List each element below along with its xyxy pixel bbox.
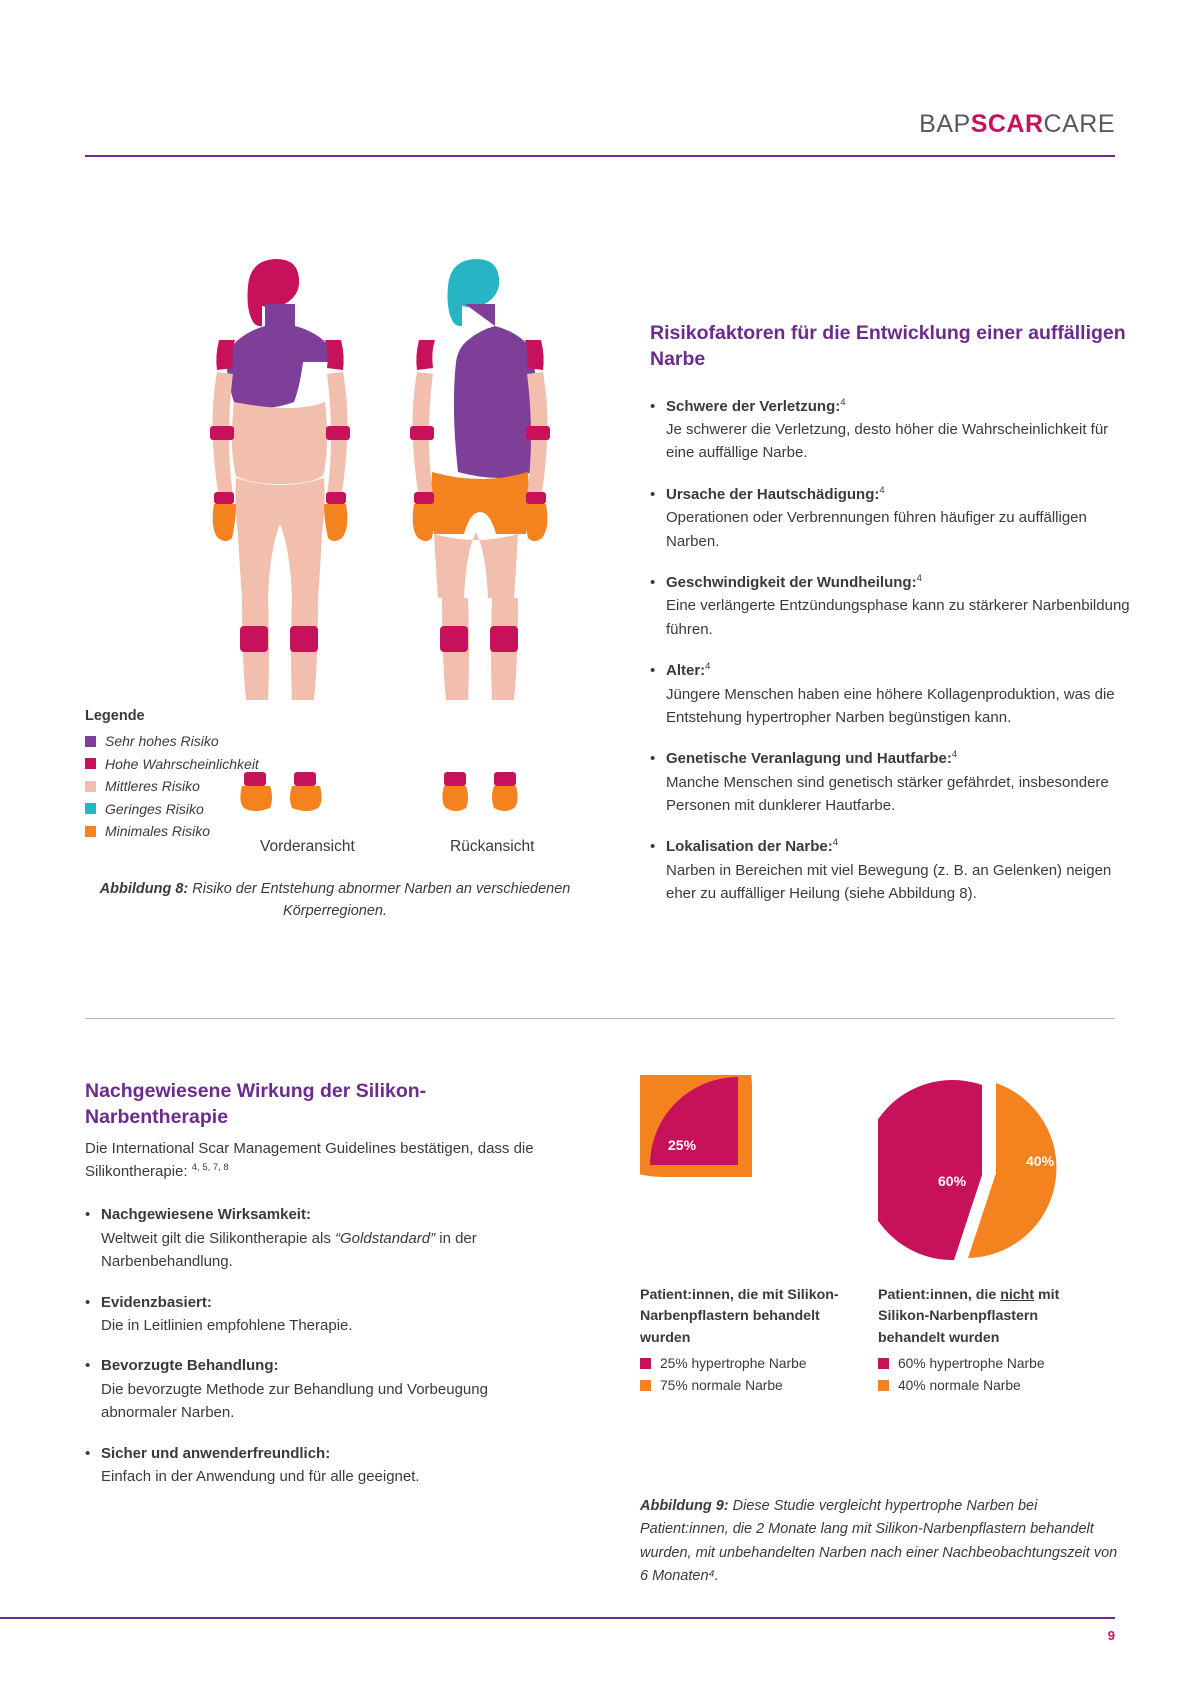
brand-part-1: BAP — [919, 110, 971, 138]
pie-chart-treated-caption: Patient:innen, die mit Silikon-Narbenpflastern behandelt wurden — [640, 1287, 839, 1346]
benefit-text-before: Die bevorzugte Methode zur Behandlung und Vorbeugung abnormaler Narben. — [101, 1380, 488, 1422]
legend-label: Geringes Risiko — [105, 800, 204, 817]
body-risk-figure — [85, 230, 625, 950]
bullet-icon: • — [85, 1206, 91, 1224]
legend-swatch-hohe-wahrscheinlichkeit — [85, 758, 96, 769]
silicone-therapy-intro: Die International Scar Management Guidelines bestätigen, dass die Silikontherapie: — [85, 1139, 534, 1181]
section-divider — [85, 1018, 1115, 1019]
caption-part-1: Patient:innen, die — [878, 1287, 1001, 1303]
risk-factor-item — [650, 571, 1130, 641]
figure-9-caption — [640, 1495, 1120, 1589]
pie-legend-label: 60% hypertrophe Narbe — [898, 1355, 1045, 1371]
bullet-icon: • — [650, 838, 656, 856]
risk-factor-ref: 4 — [840, 396, 846, 408]
risk-factor-ref: 4 — [879, 484, 885, 496]
figure-9-caption-text: Diese Studie vergleicht hypertrophe Narben bei Patient:innen, die 2 Monate lang mit Silikon-Narbenpflastern behandelt wurden, mit unbehandelten Narben nach einer Nachbeobachtungszeit von 6 Monaten⁴. — [640, 1498, 1118, 1585]
pie-chart-untreated-caption — [878, 1285, 1098, 1349]
pie-svg-untreated — [878, 1075, 1098, 1275]
risk-factor-lead: Ursache der Hautschädigung: — [666, 485, 880, 503]
legend-label: Sehr hohes Risiko — [105, 733, 219, 749]
benefit-item — [85, 1291, 555, 1338]
risk-factor-text: Operationen oder Verbrennungen führen häufiger zu auffälligen Narben. — [666, 509, 1087, 550]
legend-swatch-mittleres-risiko — [85, 781, 96, 792]
legend-item — [85, 778, 300, 794]
brand-part-3: CARE — [1043, 110, 1115, 138]
pie-legend-item — [878, 1378, 1098, 1393]
benefit-lead: Nachgewiesene Wirksamkeit: — [101, 1206, 311, 1224]
figure-8-caption-label: Abbildung 8: — [99, 881, 189, 897]
risk-factor-item — [650, 483, 1130, 553]
brand-logo — [919, 110, 1115, 139]
legend-swatch-hypertrophe — [640, 1358, 651, 1369]
risk-factor-ref: 4 — [951, 749, 958, 761]
legend-item — [85, 823, 300, 839]
legend-label: Minimales Risiko — [105, 823, 211, 839]
view-label-back: Rückansicht — [450, 838, 535, 855]
caption-part-2: mit Silikon-Narbenpflastern behandelt wurden — [878, 1287, 1060, 1346]
benefit-item — [85, 1354, 555, 1424]
bullet-icon: • — [85, 1444, 91, 1462]
risk-factor-text: Eine verlängerte Entzündungsphase kann zu stärkerer Narbenbildung führen. — [666, 597, 1130, 638]
risk-factor-text: Je schwerer die Verletzung, desto höher die Wahrscheinlichkeit für eine auffällige Narbe. — [666, 421, 1109, 462]
benefit-item — [85, 1442, 555, 1489]
legend-swatch-minimales-risiko — [85, 826, 96, 837]
benefit-item — [85, 1203, 555, 1273]
silicone-therapy-section — [85, 1078, 555, 1505]
pie-legend-item — [878, 1356, 1098, 1371]
risk-factor-item — [650, 747, 1130, 817]
legend — [85, 708, 300, 846]
figure-8-caption — [85, 878, 585, 923]
legend-item — [85, 733, 300, 749]
risk-factor-lead: Geschwindigkeit der Wundheilung: — [666, 573, 917, 591]
benefit-lead: Bevorzugte Behandlung: — [101, 1357, 279, 1375]
footer-divider — [0, 1617, 1115, 1619]
risk-factor-ref: 4 — [916, 572, 922, 584]
benefit-text-before: Die in Leitlinien empfohlene Therapie. — [101, 1316, 353, 1334]
risk-factor-ref: 4 — [832, 837, 839, 849]
pie-label-60: 60% — [938, 1173, 967, 1189]
pie-legend-label: 25% hypertrophe Narbe — [660, 1355, 807, 1371]
bullet-icon: • — [85, 1293, 91, 1311]
risk-factor-text: Narben in Bereichen mit viel Bewegung (z. B. an Gelenken) neigen eher zu auffälliger Heilung (siehe Abbildung 8). — [666, 861, 1112, 903]
risk-factor-item — [650, 835, 1130, 905]
pie-label-25: 25% — [668, 1137, 697, 1153]
pie-chart-untreated-graphic — [878, 1075, 1098, 1285]
silicone-therapy-intro-refs: 4, 5, 7, 8 — [191, 1162, 229, 1174]
legend-swatch-geringes-risiko — [85, 803, 96, 814]
pie-label-40: 40% — [1026, 1153, 1055, 1169]
legend-title: Legende — [85, 708, 145, 724]
pie-legend-label: 75% normale Narbe — [660, 1377, 783, 1393]
header-divider — [85, 155, 1115, 157]
brand-part-2: SCAR — [970, 110, 1044, 138]
pie-legend-item — [640, 1356, 860, 1371]
pie-label-75: 75% — [740, 1215, 769, 1231]
risk-factor-ref: 4 — [705, 661, 711, 673]
page-header — [85, 110, 1115, 162]
pie-legend-item — [640, 1378, 860, 1393]
silicone-therapy-title: Nachgewiesene Wirkung der Silikon-Narbentherapie — [85, 1080, 427, 1129]
risk-factor-item — [650, 659, 1130, 729]
back-body — [410, 259, 550, 811]
legend-swatch-sehr-hohes-risiko — [85, 736, 96, 747]
legend-label: Hohe Wahrscheinlichkeit — [105, 755, 259, 772]
risk-factor-lead: Genetische Veranlagung und Hautfarbe: — [666, 750, 952, 768]
risk-factor-text: Jüngere Menschen haben eine höhere Kollagenproduktion, was die Entstehung hypertropher Narben begünstigen kann. — [666, 685, 1115, 726]
pie-chart-treated-graphic — [640, 1075, 860, 1285]
caption-emphasis: nicht — [1000, 1287, 1035, 1303]
bullet-icon: • — [650, 662, 656, 680]
bullet-icon: • — [650, 397, 656, 415]
benefit-text-before: Weltweit gilt die Silikontherapie als — [101, 1229, 336, 1247]
risk-factors-section — [650, 320, 1130, 924]
pie-chart-untreated — [878, 1075, 1098, 1393]
benefit-text-after: in der Narbenbehandlung. — [101, 1229, 477, 1271]
legend-item — [85, 801, 300, 817]
risk-factor-text: Manche Menschen sind genetisch stärker gefährdet, insbesondere Personen mit dunklerer Hautfarbe. — [666, 773, 1109, 815]
benefit-text-before: Einfach in der Anwendung und für alle geeignet. — [101, 1467, 420, 1485]
risk-factor-lead: Schwere der Verletzung: — [666, 397, 841, 415]
legend-label: Mittleres Risiko — [105, 778, 200, 794]
pie-legend-label: 40% normale Narbe — [898, 1377, 1021, 1393]
figure-8-caption-text: Risiko der Entstehung abnormer Narben an verschiedenen Körperregionen. — [188, 881, 571, 920]
benefit-lead: Sicher und anwenderfreundlich: — [101, 1444, 331, 1462]
bullet-icon: • — [650, 573, 656, 591]
bullet-icon: • — [85, 1357, 91, 1375]
legend-swatch-hypertrophe — [878, 1358, 889, 1369]
view-label-front: Vorderansicht — [260, 838, 355, 855]
legend-swatch-normale — [640, 1380, 651, 1391]
legend-item — [85, 756, 300, 772]
benefit-lead: Evidenzbasiert: — [101, 1293, 212, 1311]
benefit-text-italic: “Goldstandard” — [335, 1229, 436, 1247]
risk-factors-title: Risikofaktoren für die Entwicklung einer auffälligen Narbe — [650, 322, 1126, 371]
bullet-icon: • — [650, 485, 656, 503]
risk-factor-lead: Alter: — [666, 662, 706, 680]
pie-chart-treated — [640, 1075, 860, 1393]
risk-factor-item — [650, 395, 1130, 465]
risk-factor-lead: Lokalisation der Narbe: — [666, 838, 833, 856]
figure-9-caption-label: Abbildung 9: — [640, 1498, 729, 1514]
bullet-icon: • — [650, 750, 656, 768]
pie-svg-treated — [640, 1075, 860, 1275]
page-number: 9 — [1107, 1628, 1115, 1643]
legend-swatch-normale — [878, 1380, 889, 1391]
